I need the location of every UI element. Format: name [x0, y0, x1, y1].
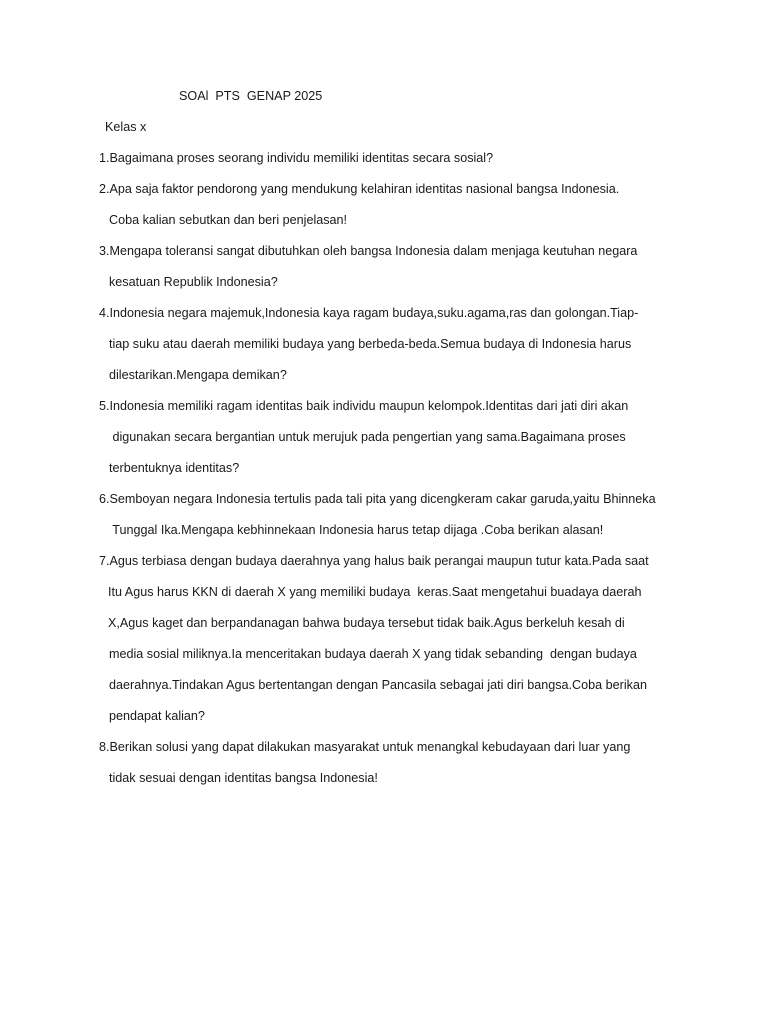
- question-6-line-1: 6.Semboyan negara Indonesia tertulis pada tali pita yang dicengkeram cakar garuda,yaitu Bhinneka: [99, 492, 656, 506]
- question-7-line-1: 7.Agus terbiasa dengan budaya daerahnya yang halus baik perangai maupun tutur kata.Pada saat: [99, 554, 649, 568]
- question-5-line-3: terbentuknya identitas?: [109, 461, 240, 475]
- question-3-line-2: kesatuan Republik Indonesia?: [109, 275, 278, 289]
- question-7-line-5: daerahnya.Tindakan Agus bertentangan dengan Pancasila sebagai jati diri bangsa.Coba berikan: [109, 678, 647, 692]
- document-title: SOAl PTS GENAP 2025: [179, 89, 323, 103]
- question-7-line-4: media sosial miliknya.Ia menceritakan budaya daerah X yang tidak sebanding dengan budaya: [109, 647, 637, 661]
- class-label: Kelas x: [105, 120, 147, 134]
- question-4-line-1: 4.Indonesia negara majemuk,Indonesia kaya ragam budaya,suku.agama,ras dan golongan.Tiap-: [99, 306, 639, 320]
- question-5-line-1: 5.Indonesia memiliki ragam identitas baik individu maupun kelompok.Identitas dari jati diri akan: [99, 399, 629, 413]
- question-5-line-2: digunakan secara bergantian untuk merujuk pada pengertian yang sama.Bagaimana proses: [109, 430, 626, 444]
- question-4-line-2: tiap suku atau daerah memiliki budaya yang berbeda-beda.Semua budaya di Indonesia harus: [109, 337, 632, 351]
- question-1-line-1: 1.Bagaimana proses seorang individu memiliki identitas secara sosial?: [99, 151, 494, 165]
- question-2-line-2: Coba kalian sebutkan dan beri penjelasan!: [109, 213, 348, 227]
- question-7-line-2: Itu Agus harus KKN di daerah X yang memiliki budaya keras.Saat mengetahui buadaya daerah: [108, 585, 642, 599]
- question-8-line-2: tidak sesuai dengan identitas bangsa Indonesia!: [109, 771, 378, 785]
- question-6-line-2: Tunggal Ika.Mengapa kebhinnekaan Indonesia harus tetap dijaga .Coba berikan alasan!: [109, 523, 604, 537]
- question-4-line-3: dilestarikan.Mengapa demikan?: [109, 368, 287, 382]
- question-3-line-1: 3.Mengapa toleransi sangat dibutuhkan oleh bangsa Indonesia dalam menjaga keutuhan negara: [99, 244, 638, 258]
- question-7-line-6: pendapat kalian?: [109, 709, 205, 723]
- question-8-line-1: 8.Berikan solusi yang dapat dilakukan masyarakat untuk menangkal kebudayaan dari luar yang: [99, 740, 631, 754]
- question-7-line-3: X,Agus kaget dan berpandanagan bahwa budaya tersebut tidak baik.Agus berkeluh kesah di: [108, 616, 625, 630]
- question-2-line-1: 2.Apa saja faktor pendorong yang mendukung kelahiran identitas nasional bangsa Indonesia.: [99, 182, 620, 196]
